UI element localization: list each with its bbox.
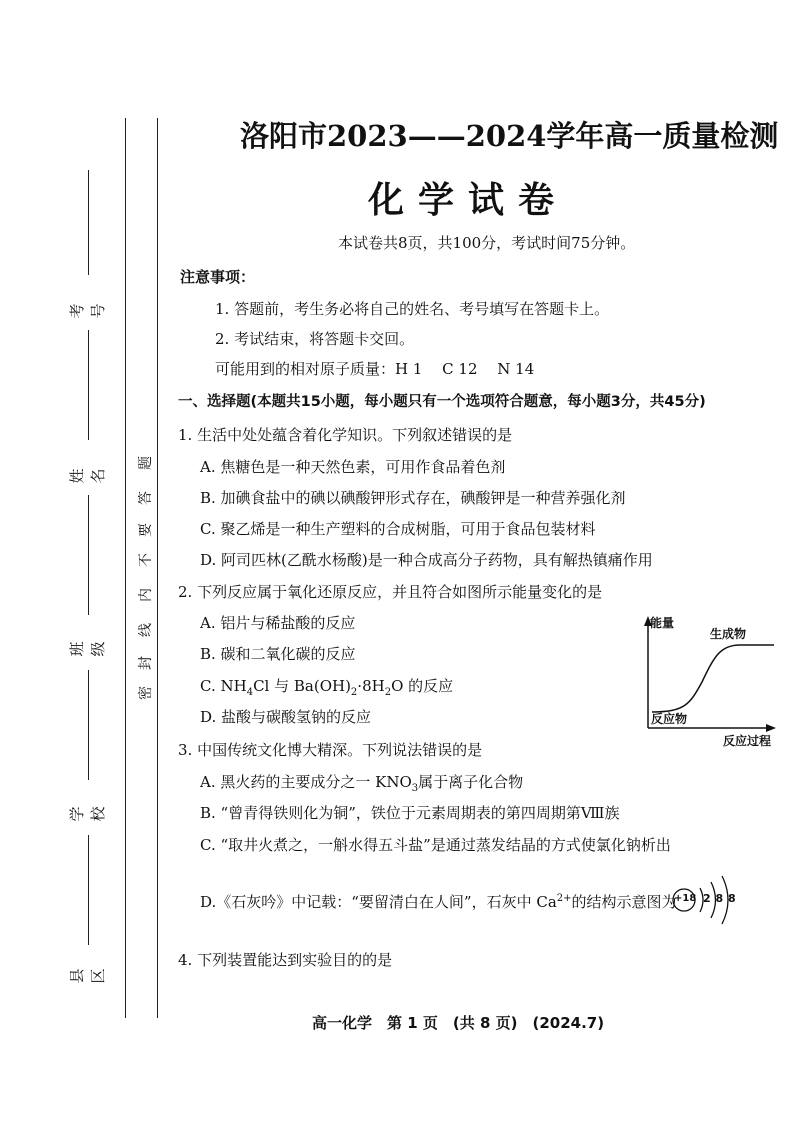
q2-option-c [200,675,453,698]
q1-option-d: D. 阿司匹林(乙酰水杨酸)是一种合成高分子药物，具有解热镇痛作用 [200,551,653,569]
seal-char: 不 [138,553,154,567]
q3-d-text: 的结构示意图为 [571,893,677,911]
q2-option-b: B. 碳和二氧化碳的反应 [200,645,356,663]
graph-product-label: 生成物 [710,627,747,641]
field-line [88,330,89,440]
superscript: 2+ [556,893,572,904]
seal-char: 线 [138,623,154,637]
page-footer: 高一化学 第 1 页 (共 8 页) (2024.7) [312,1014,605,1032]
q1-option-b: B. 加碘食盐中的碘以碘酸钾形式存在，碘酸钾是一种营养强化剂 [200,489,626,507]
exam-subject: 化学试卷 [368,180,569,221]
q2-c-text: ·8H [357,677,385,695]
notice-item: 2. 考试结束，将答题卡交回。 [215,330,415,348]
field-line [88,170,89,275]
notice-heading: 注意事项： [180,268,256,286]
graph-x-label: 反应过程 [723,734,772,748]
section-heading: 一、选择题(本题共15小题，每小题只有一个选项符合题意，每小题3分，共45分) [178,394,706,410]
exam-info: 本试卷共8页，共100分，考试时间75分钟。 [338,234,636,252]
question-4-stem: 4. 下列装置能达到实验目的的是 [178,951,393,969]
question-1-stem: 1. 生活中处处蕴含着化学知识。下列叙述错误的是 [178,426,513,444]
q3-option-a [200,771,523,794]
q3-d-text: D.《石灰吟》中记载：“要留清白在人间”，石灰中 Ca [200,893,557,911]
field-line [88,670,89,780]
field-exam-number: 考号 [68,303,107,319]
atomic-mass: 可能用到的相对原子质量：H 1 C 12 N 14 [215,360,535,378]
q1-option-a: A. 焦糖色是一种天然色素，可用作食品着色剂 [200,458,506,476]
electron-counts: 2 8 8 [703,892,736,905]
question-2-stem: 2. 下列反应属于氧化还原反应，并且符合如图所示能量变化的是 [178,583,603,601]
question-3-stem: 3. 中国传统文化博大精深。下列说法错误的是 [178,741,483,759]
seal-char: 答 [138,491,154,505]
subscript: 2 [384,687,392,698]
seal-char: 题 [138,456,154,470]
subscript: 3 [411,783,419,794]
field-school: 学校 [68,806,107,822]
binding-line-right [157,118,158,1018]
energy-curve [652,645,774,712]
q2-c-text: Cl 与 Ba(OH) [253,677,351,695]
q3-option-c: C. “取井火煮之，一斛水得五斗盐”是通过蒸发结晶的方式使氯化钠析出 [200,836,671,854]
seal-char: 封 [138,656,154,670]
nucleus-charge: +18 [674,893,697,904]
graph-reactant-label: 反应物 [651,712,688,726]
q3-option-b: B. “曾青得铁则化为铜”，铁位于元素周期表的第四周期第Ⅷ族 [200,804,620,822]
seal-char: 密 [138,686,154,700]
x-axis-arrow [766,724,776,732]
subscript: 2 [350,687,358,698]
q2-option-d: D. 盐酸与碳酸氢钠的反应 [200,708,372,726]
seal-char: 要 [138,523,154,537]
q2-c-text: C. NH [200,677,247,695]
graph-y-label: 能量 [650,616,675,630]
q2-option-a: A. 铝片与稀盐酸的反应 [200,614,356,632]
field-class: 班级 [68,641,107,657]
q3-a-text: 属于离子化合物 [418,773,524,791]
q1-option-c: C. 聚乙烯是一种生产塑料的合成树脂，可用于食品包装材料 [200,520,596,538]
q2-c-text: O 的反应 [391,677,454,695]
q3-option-d [200,891,677,912]
q3-a-text: A. 黑火药的主要成分之一 KNO [200,773,412,791]
field-district: 县区 [68,968,107,984]
field-line [88,495,89,615]
notice-item: 1. 答题前，考生务必将自己的姓名、考号填写在答题卡上。 [215,300,610,318]
field-line [88,835,89,945]
exam-title: 洛阳市2023——2024学年高一质量检测 [240,119,779,153]
field-name: 姓名 [68,468,107,484]
binding-line-left [125,118,126,1018]
subscript: 4 [246,687,254,698]
seal-char: 内 [138,588,154,602]
